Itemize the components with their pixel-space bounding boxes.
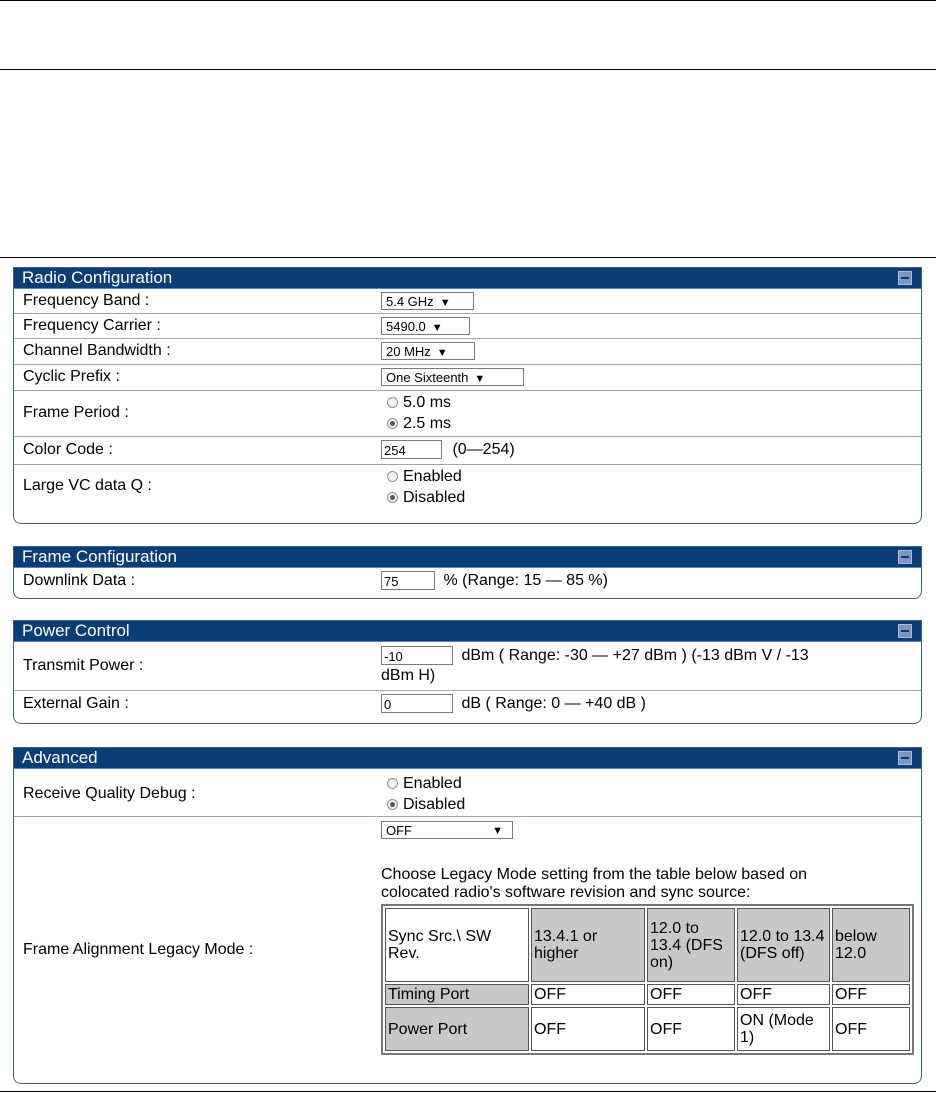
channel-bandwidth-value: 20 MHz bbox=[386, 344, 431, 359]
legacy-mode-value: OFF bbox=[386, 823, 412, 838]
channel-bandwidth-select[interactable] bbox=[381, 342, 475, 360]
transmit-power-row bbox=[14, 642, 921, 691]
dropdown-arrow-icon: ▼ bbox=[492, 825, 503, 837]
radio-button[interactable] bbox=[387, 397, 398, 408]
table-row bbox=[385, 984, 910, 1005]
radio-label: Disabled bbox=[403, 488, 466, 506]
radio-label: Enabled bbox=[403, 467, 462, 485]
radio-button-selected[interactable] bbox=[387, 799, 398, 810]
dropdown-arrow-icon: ▼ bbox=[474, 373, 486, 385]
cyclic-prefix-row bbox=[14, 365, 921, 391]
table-header-row bbox=[385, 908, 910, 982]
color-code-input[interactable]: 254 bbox=[381, 440, 442, 459]
cyclic-prefix-select[interactable] bbox=[381, 368, 524, 386]
downlink-data-range: % (Range: 15 — 85 %) bbox=[443, 571, 608, 589]
legacy-mode-table bbox=[381, 904, 914, 1055]
table-cell: ON (Mode 1) bbox=[737, 1007, 830, 1051]
frame-period-label: Frame Period : bbox=[23, 404, 129, 421]
frame-period-option-5ms[interactable] bbox=[387, 392, 451, 413]
radio-label: 2.5 ms bbox=[403, 414, 452, 432]
external-gain-input[interactable]: 0 bbox=[381, 694, 453, 713]
large-vc-option-enabled[interactable] bbox=[387, 466, 465, 487]
transmit-power-input[interactable]: -10 bbox=[381, 646, 453, 665]
panel-title: Frame Configuration bbox=[22, 547, 177, 566]
table-header-cell: below 12.0 bbox=[832, 908, 910, 982]
radio-button[interactable] bbox=[387, 778, 398, 789]
external-gain-range: dB ( Range: 0 — +40 dB ) bbox=[461, 694, 646, 712]
downlink-data-row bbox=[14, 568, 921, 596]
collapse-icon[interactable] bbox=[898, 751, 912, 765]
legacy-mode-description bbox=[381, 866, 916, 902]
frame-configuration-panel bbox=[13, 546, 922, 599]
bottom-rule bbox=[0, 1091, 936, 1092]
table-row-header: Timing Port bbox=[385, 984, 529, 1005]
receive-quality-debug-row bbox=[14, 769, 921, 817]
radio-configuration-panel bbox=[13, 267, 922, 524]
legacy-desc-line: Choose Legacy Mode setting from the table below based on bbox=[381, 866, 808, 883]
radio-button-selected[interactable] bbox=[387, 492, 398, 503]
external-gain-row bbox=[14, 691, 921, 719]
transmit-power-range-cont: dBm H) bbox=[381, 667, 436, 684]
color-code-label: Color Code : bbox=[23, 441, 113, 458]
frequency-carrier-row bbox=[14, 314, 921, 339]
table-header-cell: Sync Src.\ SW Rev. bbox=[385, 908, 529, 982]
dropdown-arrow-icon: ▼ bbox=[436, 347, 448, 359]
cyclic-prefix-label: Cyclic Prefix : bbox=[23, 368, 120, 385]
collapse-icon[interactable] bbox=[898, 271, 912, 285]
advanced-panel bbox=[13, 747, 922, 1084]
table-cell: OFF bbox=[647, 984, 735, 1005]
table-cell: OFF bbox=[531, 1007, 645, 1051]
frequency-carrier-value: 5490.0 bbox=[386, 319, 426, 334]
frequency-band-select[interactable] bbox=[381, 292, 474, 310]
table-header-cell: 13.4.1 or higher bbox=[531, 908, 645, 982]
frequency-band-label: Frequency Band : bbox=[23, 292, 150, 309]
dropdown-arrow-icon: ▼ bbox=[439, 297, 451, 309]
frequency-band-row bbox=[14, 289, 921, 314]
radio-label: 5.0 ms bbox=[403, 393, 452, 411]
collapse-icon[interactable] bbox=[898, 550, 912, 564]
frame-period-option-2.5ms[interactable] bbox=[387, 413, 451, 434]
table-cell: OFF bbox=[737, 984, 830, 1005]
rq-debug-option-enabled[interactable] bbox=[387, 773, 465, 794]
frequency-band-value: 5.4 GHz bbox=[386, 294, 434, 309]
rq-debug-option-disabled[interactable] bbox=[387, 794, 465, 815]
panel-header bbox=[14, 621, 921, 642]
downlink-data-input[interactable]: 75 bbox=[381, 571, 435, 590]
frame-alignment-legacy-label: Frame Alignment Legacy Mode : bbox=[23, 941, 254, 958]
radio-label: Disabled bbox=[403, 795, 466, 813]
power-control-panel bbox=[13, 620, 922, 724]
frame-alignment-legacy-row bbox=[14, 817, 921, 1083]
frequency-carrier-label: Frequency Carrier : bbox=[23, 317, 161, 334]
color-code-row bbox=[14, 437, 921, 465]
large-vc-label: Large VC data Q : bbox=[23, 477, 152, 494]
downlink-data-label: Downlink Data : bbox=[23, 572, 136, 589]
collapse-icon[interactable] bbox=[898, 624, 912, 638]
radio-button[interactable] bbox=[387, 471, 398, 482]
top-rule bbox=[0, 0, 936, 1]
legacy-mode-select[interactable] bbox=[381, 821, 513, 839]
radio-label: Enabled bbox=[403, 774, 462, 792]
frequency-carrier-select[interactable] bbox=[381, 317, 470, 335]
transmit-power-range: dBm ( Range: -30 — +27 dBm ) (-13 dBm V / -13 bbox=[461, 647, 809, 664]
table-header-cell: 12.0 to 13.4 (DFS off) bbox=[737, 908, 830, 982]
channel-bandwidth-row bbox=[14, 339, 921, 365]
panel-header bbox=[14, 268, 921, 289]
panel-title: Advanced bbox=[22, 748, 98, 767]
large-vc-row bbox=[14, 465, 921, 509]
table-header-cell: 12.0 to 13.4 (DFS on) bbox=[647, 908, 735, 982]
panel-title: Radio Configuration bbox=[22, 268, 173, 287]
section-rule bbox=[0, 257, 936, 258]
channel-bandwidth-label: Channel Bandwidth : bbox=[23, 342, 171, 359]
panel-header bbox=[14, 547, 921, 568]
table-row bbox=[385, 1007, 910, 1051]
receive-quality-debug-label: Receive Quality Debug : bbox=[23, 785, 196, 802]
table-cell: OFF bbox=[647, 1007, 735, 1051]
large-vc-option-disabled[interactable] bbox=[387, 487, 465, 508]
transmit-power-label: Transmit Power : bbox=[23, 657, 144, 674]
color-code-range: (0—254) bbox=[452, 440, 515, 458]
table-cell: OFF bbox=[531, 984, 645, 1005]
frame-period-row bbox=[14, 391, 921, 437]
dropdown-arrow-icon: ▼ bbox=[431, 322, 443, 334]
panel-header bbox=[14, 748, 921, 769]
legacy-desc-line: colocated radio's software revision and sync source: bbox=[381, 884, 751, 901]
header-rule bbox=[0, 69, 936, 70]
table-cell: OFF bbox=[832, 1007, 910, 1051]
panel-title: Power Control bbox=[22, 621, 130, 640]
external-gain-label: External Gain : bbox=[23, 695, 129, 712]
table-cell: OFF bbox=[832, 984, 910, 1005]
table-row-header: Power Port bbox=[385, 1007, 529, 1051]
radio-button-selected[interactable] bbox=[387, 418, 398, 429]
cyclic-prefix-value: One Sixteenth bbox=[386, 370, 469, 385]
